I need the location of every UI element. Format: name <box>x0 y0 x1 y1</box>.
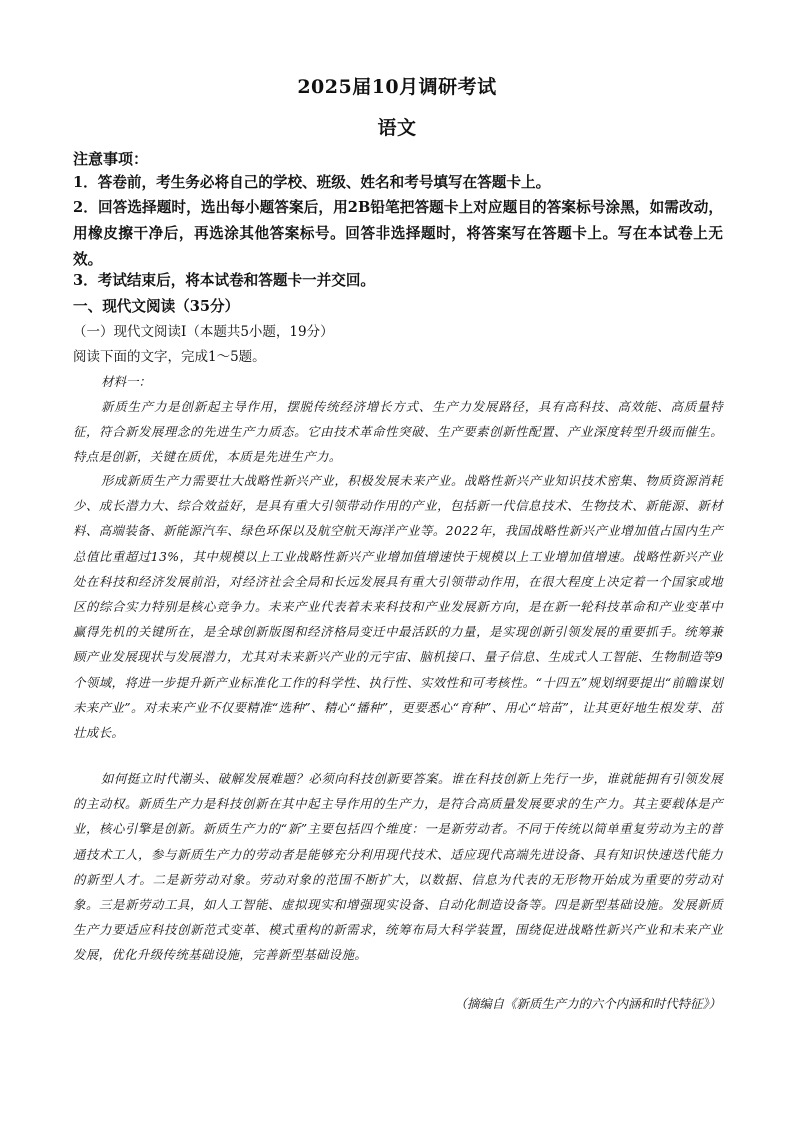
notice-item-2: 2．回答选择题时，选出每小题答案后，用2B铅笔把答题卡上对应题目的答案标号涂黑，如需改动，用橡皮擦干净后，再选涂其他答案标号。回答非选择题时，将答案写在答题卡上。写在本试卷上无效。 <box>73 199 723 268</box>
passage-paragraph-3: 如何挺立时代潮头、破解发展难题？必须向科技创新要答案。谁在科技创新上先行一步，谁就能拥有引领发展的主动权。新质生产力是科技创新在其中起主导作用的生产力，是符合高质量发展要求的生产力。其主要载体是产业，核心引擎是创新。新质生产力的“新”主要包括四个维度：一是新劳动者。不同于传统以简单重复劳动为主的普通技术工人，参与新质生产力的劳动者是能够充分利用现代技术、适应现代高端先进设备、具有知识快速迭代能力的新型人才。二是新劳动对象。劳动对象的范围不断扩大，以数据、信息为代表的无形物开始成为重要的劳动对象。三是新劳动工具，如人工智能、虚拟现实和增强现实设备、自动化制造设备等。四是新型基础设施。发展新质生产力要适应科技创新范式变革、模式重构的新需求，统筹布局大科学装置，围绕促进战略性新兴产业和未来产业发展，优化升级传统基础设施，完善新型基础设施。 <box>73 771 723 963</box>
passage-paragraph-1: 新质生产力是创新起主导作用，摆脱传统经济增长方式、生产力发展路径，具有高科技、高效能、高质量特征，符合新发展理念的先进生产力质态。它由技术革命性突破、生产要素创新性配置、产业深度转型升级而催生。特点是创新，关键在质优，本质是先进生产力。 <box>73 399 723 465</box>
passage-paragraph-2: 形成新质生产力需要壮大战略性新兴产业，积极发展未来产业。战略性新兴产业知识技术密集、物质资源消耗少、成长潜力大、综合效益好，是具有重大引领带动作用的产业，包括新一代信息技术、生物技术、新能源、新材料、高端装备、新能源汽车、绿色环保以及航空航天海洋产业等。2022年，我国战略性新兴产业增加值占国内生产总值比重超过13%，其中规模以上工业战略性新兴产业增加值增速快于规模以上工业增加值增速。战略性新兴产业处在科技和经济发展前沿，对经济社会全局和长远发展具有重大引领带动作用，在很大程度上决定着一个国家或地区的综合实力特别是核心竞争力。未来产业代表着未来科技和产业发展新方向，是在新一轮科技革命和产业变革中赢得先机的关键所在，是全球创新版图和经济格局变迁中最活跃的力量，是实现创新引领发展的重要抓手。统筹兼顾产业发展现状与发展潜力，尤其对未来新兴产业的元宇宙、脑机接口、量子信息、生成式人工智能、生物制造等9个领域，将进一步提升新产业标准化工作的科学性、执行性、实效性和可考核性。“十四五”规划纲要提出“前瞻谋划未来产业”。对未来产业不仅要精准“选种”、精心“播种”，更要悉心“育种”、用心“培苗”，让其更好地生根发芽、茁壮成长。 <box>73 473 723 741</box>
subject-title: 语文 <box>377 117 417 139</box>
notice-item-1: 1．答卷前，考生务必将自己的学校、班级、姓名和考号填写在答题卡上。 <box>73 174 551 191</box>
notice-item-3: 3．考试结束后，将本试卷和答题卡一并交回。 <box>73 272 376 289</box>
passage-source: （摘编自《新质生产力的六个内涵和时代特征》） <box>454 996 721 1011</box>
notice-heading: 注意事项： <box>73 150 149 168</box>
material-label: 材料一： <box>101 374 152 389</box>
exam-title: 2025届10月调研考试 <box>297 76 497 98</box>
subsection-title: （一）现代文阅读Ⅰ（本题共5小题，19分） <box>73 324 334 340</box>
section-title: 一、现代文阅读（35分） <box>73 298 240 315</box>
reading-instruction: 阅读下面的文字，完成1～5题。 <box>73 349 266 365</box>
